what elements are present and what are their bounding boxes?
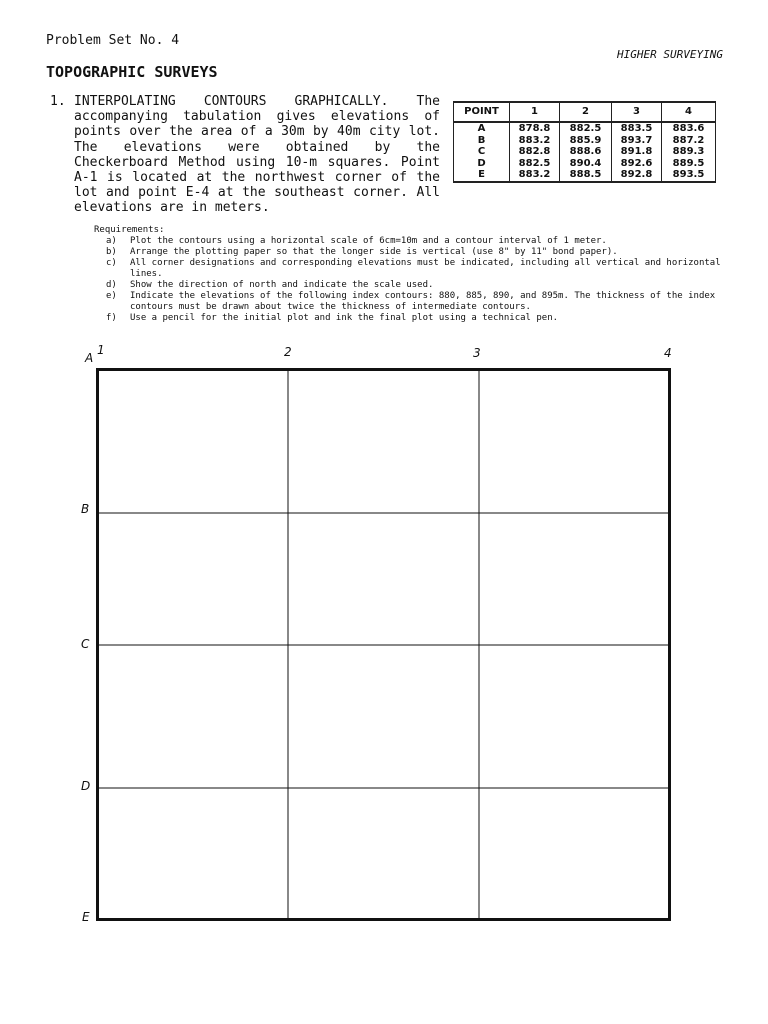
item-text: Plot the contours using a horizontal scale of 6cm=10m and a contour interval of 1 meter. <box>130 236 607 246</box>
table-cell: 888.5 <box>560 169 612 182</box>
grid-row-label: E <box>82 910 90 924</box>
table-header: POINT <box>454 102 510 122</box>
item-label: b) <box>106 247 117 257</box>
table-cell: 893.7 <box>612 135 662 147</box>
table-row <box>454 122 716 135</box>
item-text: Indicate the elevations of the following index contours: 880, 885, 890, and 895m. The thickness of the index contours must be drawn about twice the thickness of intermediate contours. <box>130 291 716 312</box>
table-cell: 882.8 <box>510 146 560 158</box>
requirements-list <box>94 236 724 324</box>
table-cell: E <box>454 169 510 182</box>
table-cell: 883.2 <box>510 135 560 147</box>
list-item <box>94 258 724 280</box>
problem-number: 1. <box>50 94 66 109</box>
item-text: Arrange the plotting paper so that the longer side is vertical (use 8" by 11" bond paper). <box>130 247 618 257</box>
table-cell: C <box>454 146 510 158</box>
list-item <box>94 280 724 291</box>
grid-row-label: C <box>81 637 90 651</box>
table-cell: 883.2 <box>510 169 560 182</box>
item-text: Show the direction of north and indicate the scale used. <box>130 280 434 290</box>
table-header: 4 <box>662 102 716 122</box>
table-row <box>454 169 716 182</box>
table-row <box>454 146 716 158</box>
table-cell: 883.5 <box>612 122 662 135</box>
table-header: 1 <box>510 102 560 122</box>
table-cell: 893.5 <box>662 169 716 182</box>
item-label: a) <box>106 236 117 246</box>
table-cell: 889.5 <box>662 158 716 170</box>
problem-text: INTERPOLATING CONTOURS GRAPHICALLY. The accompanying tabulation gives elevations of points over the area of a 30m by 40m city lot. The elevations were obtained by the Checkerboard Method using 10-m squares. Point A-1 is located at the northwest corner of the lot and point E-4 at the southeast corner. All elevations are in meters. <box>74 94 440 216</box>
item-text: All corner designations and corresponding elevations must be indicated, including all vertical and horizontal lines. <box>130 258 721 279</box>
table-header: 3 <box>612 102 662 122</box>
table-cell: 892.6 <box>612 158 662 170</box>
requirements <box>94 225 724 324</box>
item-label: e) <box>106 291 117 301</box>
table-cell: 891.8 <box>612 146 662 158</box>
table-cell: 892.8 <box>612 169 662 182</box>
table-row <box>454 135 716 147</box>
table-cell: 883.6 <box>662 122 716 135</box>
item-label: d) <box>106 280 117 290</box>
item-text: Use a pencil for the initial plot and ink the final plot using a technical pen. <box>130 313 559 323</box>
course-label: HIGHER SURVEYING <box>617 48 723 61</box>
table-cell: 888.6 <box>560 146 612 158</box>
problem-set-label: Problem Set No. 4 <box>46 33 180 48</box>
problem-statement <box>50 94 440 216</box>
table-cell: 889.3 <box>662 146 716 158</box>
table-cell: D <box>454 158 510 170</box>
table-cell: B <box>454 135 510 147</box>
plotting-grid <box>96 368 671 921</box>
list-item <box>94 247 724 258</box>
table-cell: A <box>454 122 510 135</box>
table-header-row <box>454 102 716 122</box>
grid-column-label: 4 <box>664 346 672 360</box>
table-row <box>454 158 716 170</box>
item-label: f) <box>106 313 117 323</box>
requirements-heading: Requirements: <box>94 225 165 235</box>
table-cell: 885.9 <box>560 135 612 147</box>
page-title: TOPOGRAPHIC SURVEYS <box>46 63 218 81</box>
table-cell: 890.4 <box>560 158 612 170</box>
grid-row-label: D <box>81 779 91 793</box>
table-cell: 882.5 <box>560 122 612 135</box>
table-cell: 887.2 <box>662 135 716 147</box>
table-cell: 882.5 <box>510 158 560 170</box>
grid-column-label: 2 <box>284 345 292 359</box>
table-header: 2 <box>560 102 612 122</box>
item-label: c) <box>106 258 117 268</box>
grid-row-label: A <box>85 351 94 365</box>
list-item <box>94 291 724 313</box>
table-cell: 878.8 <box>510 122 560 135</box>
list-item <box>94 236 724 247</box>
list-item <box>94 313 724 324</box>
elevation-table <box>453 101 716 183</box>
grid-lines <box>96 368 671 921</box>
grid-column-label: 1 <box>97 343 105 357</box>
grid-column-label: 3 <box>473 346 481 360</box>
grid-row-label: B <box>81 502 90 516</box>
